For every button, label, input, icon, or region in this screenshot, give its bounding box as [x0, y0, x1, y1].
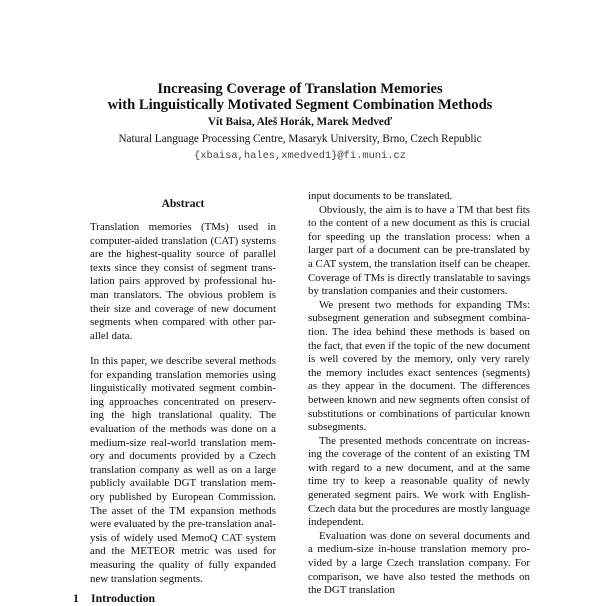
text-line: Evaluation was done on several documents and — [319, 529, 530, 542]
abstract-paragraph-1 — [90, 221, 276, 343]
text-line: generated segment pairs. We work with English- — [308, 489, 530, 502]
text-line: Obviously, the aim is to have a TM that best fits — [319, 203, 530, 216]
text-line: evaluation of the methods was done on a — [90, 422, 276, 435]
text-line: ory published by European Commission. — [90, 490, 276, 503]
section-number: 1 — [73, 591, 79, 605]
authors: Vít Baisa, Aleš Horák, Marek Medveď — [207, 116, 393, 128]
text-line: medium-size real-world translation mem- — [90, 436, 276, 449]
text-line: were evaluated by the pre-translation anal- — [90, 518, 276, 531]
text-line: lation pairs approved by professional hu- — [90, 275, 276, 288]
text-line: comparison, we have also tested the methods on — [308, 570, 530, 583]
text-line: a CAT system, the translation itself can be cheaper. — [308, 257, 531, 270]
abstract-paragraph-2 — [90, 355, 276, 586]
right-column — [308, 190, 530, 598]
text-line: independent. — [308, 516, 364, 529]
text-line: time try to keep a reasonable quality of newly — [308, 475, 530, 488]
text-line: input documents to be translated. — [308, 190, 453, 202]
text-line: are the highest-quality source of parallel — [90, 248, 276, 261]
text-line: Translation memories (TMs) used in — [90, 221, 276, 233]
text-line: ysis of widely used MemoQ CAT system — [90, 531, 276, 544]
text-line: texts since they consist of segment trans- — [90, 261, 276, 274]
text-line: Coverage of TMs is directly translatable to savings — [308, 271, 531, 284]
text-line: their size and coverage of new document — [90, 302, 276, 315]
text-line: ing the coverage of the content of an existing TM — [308, 448, 530, 461]
text-line: the DGT translation — [308, 584, 395, 597]
text-line: man translators. The obvious problem is — [90, 288, 276, 301]
text-line: to the content of a new document as this is crucial — [308, 217, 530, 230]
text-line: between known and new segments often consist of — [308, 393, 530, 406]
text-line: segments when compared with other par- — [90, 316, 276, 329]
text-line: subsegment generation and subsegment combina- — [308, 312, 530, 325]
text-line: the memory includes exact sentences (segments) — [308, 366, 530, 379]
text-line: for speeding up the translation process: when a — [308, 230, 530, 243]
text-line: ing the high translational quality. The — [90, 409, 276, 422]
text-line: In this paper, we describe several methods — [90, 355, 276, 367]
text-line: is well covered by the memory, only very rarely — [308, 353, 530, 366]
text-line: allel data. — [90, 329, 133, 342]
text-line: by translation companies and their customers. — [308, 285, 508, 298]
text-line: ory and documents provided by a Czech — [90, 450, 276, 463]
author-emails: {xbaisa,hales,xmedved1}@fi.muni.cz — [193, 150, 406, 162]
text-line: substitutions or combinations of particular known — [308, 407, 530, 420]
paper-title-line-1: Increasing Coverage of Translation Memories — [157, 81, 443, 97]
text-line: tion. The idea behind these methods is based on — [308, 325, 530, 338]
text-line: Czech data but the procedures are mostly language — [308, 502, 530, 515]
paper-title-line-2: with Linguistically Motivated Segment Combination Methods — [107, 97, 493, 113]
text-line: and the METEOR metric was used for — [90, 545, 276, 558]
text-line: for expanding translation memories using — [90, 368, 276, 381]
text-line: larger part of a document can be pre-translated by — [308, 244, 530, 257]
text-line: translation company as well as on a large — [90, 463, 276, 476]
text-line: the fact, that even if the topic of the new document — [308, 339, 530, 352]
text-line: ing approaches concentrated on preserv- — [90, 395, 276, 408]
text-line: vided by a large Czech translation company. For — [308, 557, 530, 570]
section-title: Introduction — [91, 591, 156, 605]
text-line: The asset of the TM expansion methods — [90, 504, 276, 517]
text-line: with regard to a new document, and at the same — [308, 461, 530, 474]
text-line: new translation segments. — [90, 572, 203, 585]
section-heading-introduction — [73, 591, 155, 606]
text-line: subsegments. — [308, 421, 367, 434]
abstract-heading: Abstract — [161, 198, 205, 210]
affiliation: Natural Language Processing Centre, Masaryk University, Brno, Czech Republic — [118, 133, 482, 145]
text-line: computer-aided translation (CAT) systems — [90, 234, 276, 247]
text-line: linguistically motivated segment combin- — [90, 382, 276, 395]
text-line: a medium-size in-house translation memory pro- — [308, 543, 530, 556]
text-line: as they appear in the document. The differences — [308, 380, 530, 393]
text-line: publicly available DGT translation mem- — [90, 477, 276, 490]
text-line: The presented methods concentrate on increas- — [319, 434, 530, 447]
text-line: measuring the quality of fully expanded — [90, 558, 276, 571]
text-line: We present two methods for expanding TMs: — [319, 298, 530, 311]
